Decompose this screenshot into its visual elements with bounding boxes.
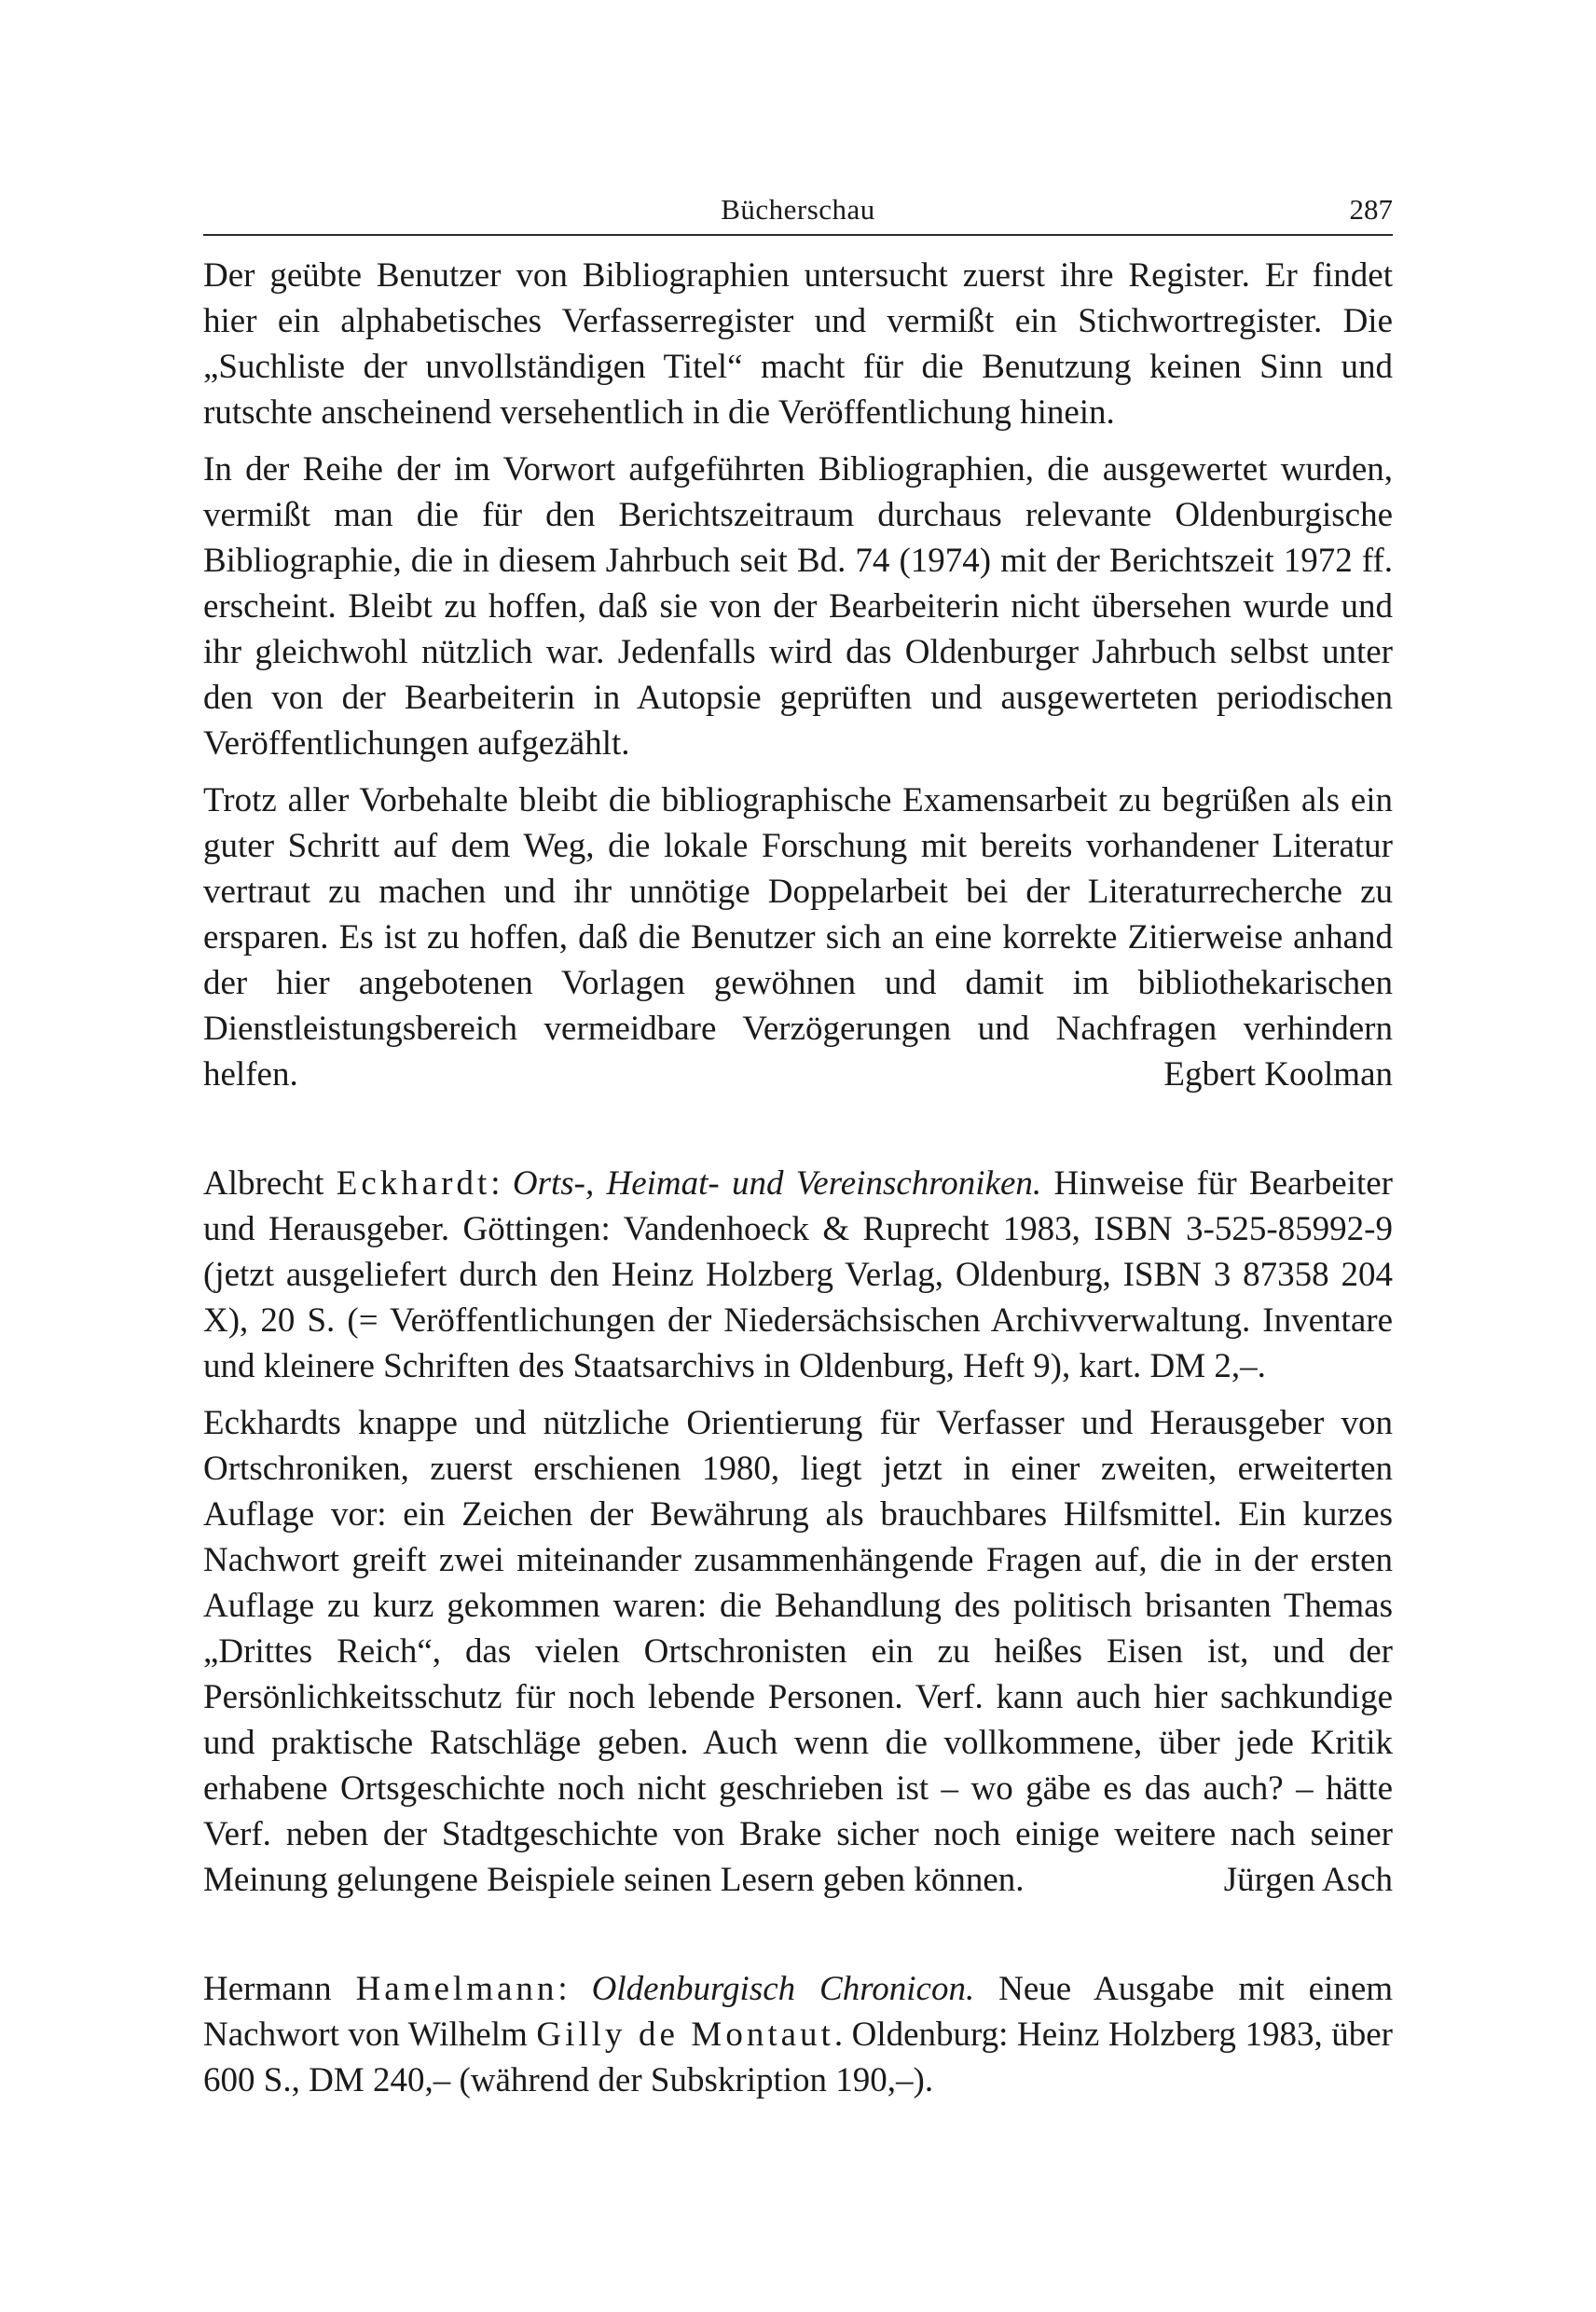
review1-paragraph-3 bbox=[203, 778, 1393, 1097]
reviewer-signature: Jürgen Asch bbox=[1223, 1861, 1393, 1899]
page-number: 287 bbox=[1349, 193, 1393, 226]
review3-title: Oldenburgisch Chronicon. bbox=[591, 1970, 975, 2008]
review3-author-last: Hamelmann bbox=[355, 1970, 558, 2008]
page bbox=[203, 182, 1393, 2103]
running-title: Bücherschau bbox=[721, 193, 875, 226]
review2-author-first: Albrecht bbox=[203, 1164, 324, 1203]
review2-body-text: Eckhardts knappe und nützliche Orientierung für Verfasser und Herausgeber von Ortschroniken, zuerst erschienen 1980, liegt jetzt in einer zweiten, erweiterten Auflage vor: ein Zeichen der Bewährung als brauchbares Hilfsmittel. Ein kurzes Nachwort greift zwei miteinander zusammenhängende Fragen auf, die in der ersten Auflage zu kurz gekommen waren: die Behandlung des politisch brisanten Themas „Drittes Reich“, das vielen Ortschronisten ein zu heißes Eisen ist, und der Persönlichkeitsschutz für noch lebende Personen. Verf. kann auch hier sachkundige und praktische Ratschläge geben. Auch wenn die vollkommene, über jede Kritik erhabene Ortsgeschichte noch nicht geschrieben ist – wo gäbe es das auch? – hätte Verf. neben der Stadtgeschichte von Brake sicher noch einige weitere nach seiner Meinung gelungene Beispiele seinen Lesern geben können. bbox=[203, 1404, 1393, 1899]
review3-bibliographic-entry bbox=[203, 1966, 1393, 2103]
review3-bibliographic-part-1: Neue Ausgabe mit einem Nachwort von Wilhelm bbox=[203, 1970, 1394, 2054]
review3-bibliographic-part-2: . Oldenburg: Heinz Holzberg 1983, über 600 S., DM 240,– (während der Subskription 190,–). bbox=[203, 2016, 1393, 2099]
review2-bibliographic-entry bbox=[203, 1161, 1393, 1389]
reviewer-signature: Egbert Koolman bbox=[1163, 1055, 1393, 1094]
page-body bbox=[203, 253, 1393, 2103]
review1-paragraph-3-text: Trotz aller Vorbehalte bleibt die bibliographische Examensarbeit zu begrüßen als ein guter Schritt auf dem Weg, die lokale Forschung mit bereits vorhandener Literatur vertraut zu machen und ihr unnötige Doppelarbeit bei der Literaturrecherche zu ersparen. Es ist zu hoffen, daß die Benutzer sich an eine korrekte Zitierweise anhand der hier angebotenen Vorlagen gewöhnen und damit im bibliothekarischen Dienstleistungsbereich vermeidbare Verzögerungen und Nachfragen verhindern helfen. bbox=[203, 781, 1393, 1094]
review3-editor-name: Gilly de Montaut bbox=[536, 2016, 834, 2054]
review2-bibliographic-details: Hinweise für Bearbeiter und Herausgeber. Göttingen: Vandenhoeck & Ruprecht 1983, ISBN 3-525-85992-9 (jetzt ausgeliefert durch den Heinz Holzberg Verlag, Oldenburg, ISBN 3 87358 204 X), 20 S. (= Veröffentlichungen der Niedersächsischen Archivverwaltung. Inventare und kleinere Schriften des Staatsarchivs in Oldenburg, Heft 9), kart. DM 2,–. bbox=[203, 1164, 1393, 1385]
review1-paragraph-2: In der Reihe der im Vorwort aufgeführten Bibliographien, die ausgewertet wurden, vermißt man die für den Berichtszeitraum durchaus relevante Oldenburgische Bibliographie, die in diesem Jahrbuch seit Bd. 74 (1974) mit der Berichtszeit 1972 ff. erscheint. Bleibt zu hoffen, daß sie von der Bearbeiterin nicht übersehen wurde und ihr gleichwohl nützlich war. Jedenfalls wird das Oldenburger Jahrbuch selbst unter den von der Bearbeiterin in Autopsie geprüften und ausgewerteten periodischen Veröffentlichungen aufgezählt. bbox=[203, 450, 1393, 763]
review2-separator: : bbox=[490, 1164, 501, 1203]
review1-paragraph-1: Der geübte Benutzer von Bibliographien untersucht zuerst ihre Register. Er findet hier ein alphabetisches Verfasserregister und vermißt ein Stichwortregister. Die „Suchliste der unvollständigen Titel“ macht für die Benutzung keinen Sinn und rutschte anscheinend versehentlich in die Veröffentlichung hinein. bbox=[203, 256, 1393, 432]
review3-separator: : bbox=[557, 1970, 568, 2008]
review2-body bbox=[203, 1400, 1393, 1903]
review2-author-last: Eckhardt bbox=[336, 1164, 491, 1203]
review2-title: Orts-, Heimat- und Vereinschroniken. bbox=[512, 1164, 1042, 1203]
running-header bbox=[203, 182, 1393, 236]
review3-author-first: Hermann bbox=[203, 1970, 332, 2008]
